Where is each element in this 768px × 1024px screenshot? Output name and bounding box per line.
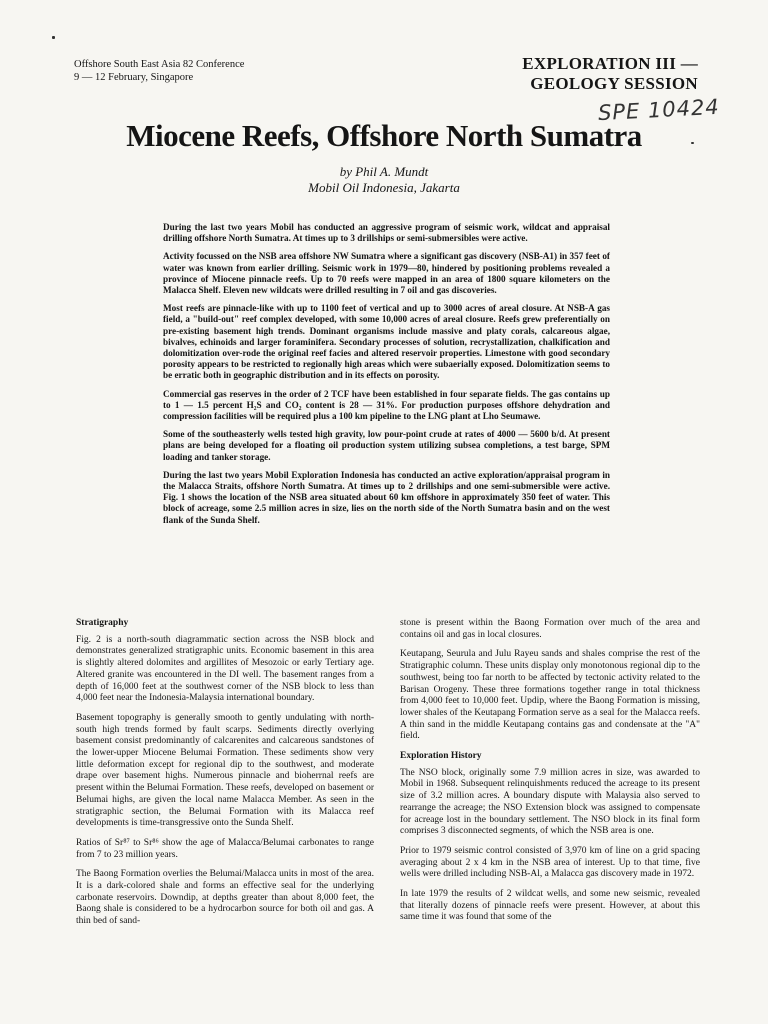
body-paragraph: Basement topography is generally smooth to gently undulating with north-south high trends formed by fault scarps. Sediments directly overlying basement consist predominantly of calcarenites and calcareous sandstones of the lower-upper Miocene Belumai Formation. These sediments show very little deformation except for regional dip to the southwest, and moderate drape over basement highs. Numerous pinnacle and bioherrnal reefs are present within the Belumai Formation. These reefs, developed on basement or Belumai highs, are given the local name Malacca Member. As seen in the stratigraphic section, the Belumai Formation with its Malacca reef developments is time-transgressive onto the Sunda Shelf. — [76, 712, 374, 829]
abstract-paragraph: Commercial gas reserves in the order of 2 TCF have been established in four separate fields. The gas contains up to 1 — 1.5 percent H₂S and CO₂ content is 28 — 31%. For production purposes offshore dehydration and compression facilities will be required plus a 100 km pipeline to the LNG plant at Lho Seumawe. — [163, 388, 610, 422]
scan-speck — [52, 36, 55, 39]
body-paragraph: The Baong Formation overlies the Belumai/Malacca units in most of the area. It is a dark-colored shale and forms an effective seal for the underlying carbonate reservoirs. Downdip, at depths greater than about 8,000 feet, the Baong shale is considered to be a hydrocarbon source for both oil and gas. A thin bed of sand- — [76, 869, 374, 927]
abstract — [163, 222, 610, 533]
body-paragraph: Prior to 1979 seismic control consisted of 3,970 km of line on a grid spacing averaging about 2 x 4 km in the NSB area of interest. Up to that time, five wells were drilled including NSB-Al, a Malacca gas discovery made in 1972. — [400, 845, 700, 880]
abstract-paragraph: Some of the southeasterly wells tested high gravity, low pour-point crude at rates of 4000 — 5600 b/d. At present plans are being developed for a floating oil production system utilizing subsea completions, a test barge, SPM loading and tanker storage. — [163, 429, 610, 462]
session-line-1: EXPLORATION III — — [522, 54, 698, 73]
session-line-2: GEOLOGY SESSION — [530, 74, 698, 93]
abstract-paragraph: Activity focussed on the NSB area offshore NW Sumatra where a significant gas discovery (NSB-A1) in 357 feet of water was known from earlier drilling. Seismic work in 1979—80, hindered by positioning problems revealed a province of Miocene pinnacle reefs. Up to 70 reefs were mapped in an area of 1800 square kilometers on the Malacca Shelf. Eleven new wildcats were drilled resulting in 7 oil and gas discoveries. — [163, 251, 610, 296]
byline — [0, 164, 768, 196]
body-paragraph: stone is present within the Baong Formation over much of the area and contains oil and gas in local closures. — [400, 618, 700, 640]
body-paragraph: Fig. 2 is a north-south diagrammatic section across the NSB block and demonstrates generalized stratigraphic units. Economic basement in this area is slightly altered dolomites and argillites of Mesozoic or early Tertiary age. Altered granite was encountered in the DI well. The basement ranges from a depth of 16,000 feet at the southwest corner of the NSB block to less than 4,000 feet near the Indonesia-Malaysia international boundary. — [76, 634, 374, 704]
conference-info — [74, 58, 244, 84]
section-heading-exploration-history: Exploration History — [400, 751, 482, 762]
section-heading-stratigraphy: Stratigraphy — [76, 618, 129, 628]
abstract-paragraph: During the last two years Mobil has conducted an aggressive program of seismic work, wildcat and appraisal drilling offshore North Sumatra. At times up to 3 drillships or semi-submersibles were active. — [163, 222, 610, 244]
abstract-paragraph: Most reefs are pinnacle-like with up to 1100 feet of vertical and up to 3000 acres of areal closure. At NSB-A gas field, a "build-out" reef complex developed, with some 10,000 acres of areal closure. Reefs grew preferentially on pre-existing basement high trends. Dominant organisms include massive and platy corals, calcareous algae, bivalves, echinoids and larger foraminifera. Secondary processes of solution, recrystallization, chalkification and dolomitization over-rode the original reef facies and altered reservoir properties. Limestone with good secondary porosity appears to be restricted to regionally high areas which were subaerially exposed. Dolomitization seems to be erratic both in geographic distribution and in its effects on porosity. — [163, 303, 610, 381]
body-paragraph: Ratios of Sr⁸⁷ to Sr⁸⁶ show the age of Malacca/Belumai carbonates to range from 7 to 23 million years. — [76, 837, 374, 860]
left-column — [76, 618, 374, 936]
session-label — [522, 54, 698, 94]
handwritten-note: SPE 10424 — [597, 94, 721, 126]
abstract-paragraph: During the last two years Mobil Exploration Indonesia has conducted an active exploration/appraisal program in the Malacca Straits, offshore North Sumatra. At times up to 2 drillships and one semi-submersible were active. Fig. 1 shows the location of the NSB area situated about 60 km offshore in approximately 350 feet of water. This block of acreage, some 2.5 million acres in size, lies on the north side of the North Sumatra basin and on the west flank of the Sunda Shelf. — [163, 469, 610, 525]
body-paragraph: Keutapang, Seurula and Julu Rayeu sands and shales comprise the rest of the Stratigraphic column. These units display only monotonous regional dip to the southwest, being too far north to be affected by tectonic activity related to the Barisan Orogeny. These three formations together range in total thickness from 4,000 feet to 10,000 feet. Updip, where the Baong Formation is missing, lower shales of the Keutapang Formation serve as a seal for the Malacca reefs. A thin sand in the middle Keutapang contains gas and condensate at the "A" field. — [400, 649, 700, 742]
conference-dates: 9 — 12 February, Singapore — [74, 72, 194, 83]
affiliation: Mobil Oil Indonesia, Jakarta — [308, 180, 460, 195]
right-column — [400, 618, 700, 932]
author: by Phil A. Mundt — [339, 164, 429, 179]
body-paragraph: The NSO block, originally some 7.9 million acres in size, was awarded to Mobil in 1968. Subsequent relinquishments reduced the acreage to its present size of 3.2 million acres. A boundary dispute with Malaysia also served to rearrange the acreage; the NSO Extension block was assigned to compensate for acreage lost in the boundary settlement. The NSO block in its final form comprises 3 disconnected segments, of which the NSB area is one. — [400, 767, 700, 837]
conference-name: Offshore South East Asia 82 Conference — [74, 59, 245, 70]
body-paragraph: In late 1979 the results of 2 wildcat wells, and some new seismic, revealed that literally dozens of pinnacle reefs were present. However, at about this same time it was found that some of the — [400, 889, 700, 923]
paper-title: Miocene Reefs, Offshore North Sumatra — [126, 118, 642, 153]
